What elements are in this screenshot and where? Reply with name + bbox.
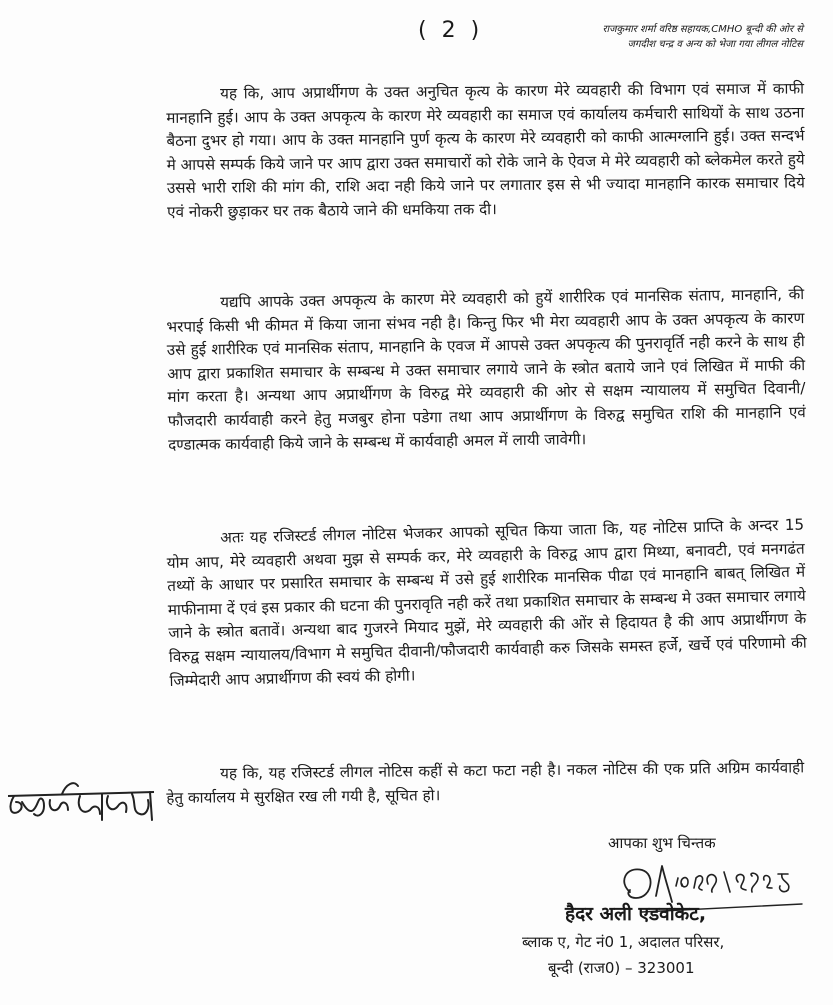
header-note-line-2: जगदीश चन्द्र व अन्य को भेजा गया लीगल नोटिस <box>627 39 803 50</box>
page-number: ( 2 ) <box>418 18 484 43</box>
header-note <box>513 22 803 52</box>
header-note-line-1: राजकुमार शर्मा वरिष्ठ सहायक,CMHO बून्दी की ओर से <box>602 24 803 35</box>
body-paragraph-3: अतः यह रजिस्टर्ड लीगल नोटिस भेजकर आपको सूचित किया जाता कि, यह नोटिस प्राप्ति के अन्दर 15 योम आप, मेरे व्यवहारी अथवा मुझ से सम्पर्क कर, मेरे व्यवहारी के विरुद्व आप द्वारा मिथ्या, बनावटी, एवं मनगढंत तथ्यों के आधार पर प्रसारित समाचार के सम्बन्ध में उसे हुई शारीरिक मानसिक पीढा एवं मानहानि बाबत् लिखित में माफीनामा दें एवं इस प्रकार की घटना की पुनरावृति नही करें तथा प्रकाशित समाचार के सम्बन्ध मे उक्त समाचार लगाये जाने के स्त्रोत बतावें। अन्यथा बाद गुजरने मियाद मुझें, मेरे व्यवहारी की ओंर से हिदायत है की आप अप्रार्थीगण के विरुद्व सक्षम न्यायालय/विभाग मे समुचित दीवानी/फौजदारी कार्यवाही करु जिसके समस्त हर्जे, खर्चे एवं परिणामो की जिम्मेदारी आप अप्रार्थीगण की स्वयं की होगी। <box>166 515 807 690</box>
body-paragraph-4: यह कि, यह रजिस्टर्ड लीगल नोटिस कहीं से कटा फटा नही है। नकल नोटिस की एक प्रति अग्रिम कार्यवाही हेतु कार्यालय मे सुरक्षित रख ली गयी है, सूचित हो। <box>166 758 805 807</box>
advocate-address-line-1: ब्लाक ए, गेट नं0 1, अदालत परिसर, <box>522 933 725 951</box>
advocate-address-line-2: बून्दी (राज0) – 323001 <box>548 959 695 977</box>
body-paragraph-1: यह कि, आप अप्रार्थीगण के उक्त अनुचित कृत्य के कारण मेरे व्यवहारी की विभाग एवं समाज में काफी मानहानि हुई। आप के उक्त अपकृत्य के कारण मेरे व्यवहारी का समाज एवं कार्यालय कर्मचारी साथियों के साथ उठना बैठना दुभर हो गया। आप के उक्त मानहानि पुर्ण कृत्य के कारण मेरे व्यवहारी को काफी आत्मग्लानि हुई। उक्त सन्दर्भ मे आपसे सम्पर्क किये जाने पर आप द्वारा उक्त समाचारों को रोके जाने के ऐवज मे मेरे व्यवहारी को ब्लेकमेल करते हुये उससे भारी राशि की मांग की, राशि अदा नही किये जाने पर लगातार इस से भी ज्यादा मानहानि कारक समाचार दिये एवं नोकरी छुड़ाकर घर तक बैठाये जाने की धमकिया तक दी। <box>166 79 805 221</box>
closing-salutation: आपका शुभ चिन्तक <box>608 834 716 852</box>
advocate-name: हैदर अली एडवोकेट, <box>565 903 707 925</box>
body-paragraph-2: यद्यपि आपके उक्त अपकृत्य के कारण मेरे व्यवहारी को हुयें शारीरिक एवं मानसिक संताप, मानहानि, की भरपाई किसी भी कीमत में किया जाना संभव नही है। किन्तु फिर भी मेरा व्यवहारी आप के उक्त अपकृत्य के कारण उसे हुई शारीरिक एवं मानसिक संताप, मानहानि के एवज में आपसे उक्त अपकृत्य की पुनरावृर्ति नही करने के साथ ही आप द्वारा प्रकाशित समाचार के सम्बन्ध मे उक्त समाचार लगाये जाने के स्त्रोत बताये जाने एवं लिखित में माफी की मांग करता है। अन्यथा आप अप्रार्थीगण के विरुद्व मेरे व्यवहारी की ओर से सक्षम न्यायालय में समुचित दिवानी/फौजदारी कार्यवाही करने हेतु मजबुर होना पडेगा तथा आप अप्रार्थीगण के विरुद्व समुचित राशि की मानहानि एवं दण्डात्मक कार्यवाही किये जाने के सम्बन्ध में कार्यवाही अमल में लायी जावेगी। <box>166 285 806 454</box>
handwritten-signature-left <box>4 772 164 832</box>
